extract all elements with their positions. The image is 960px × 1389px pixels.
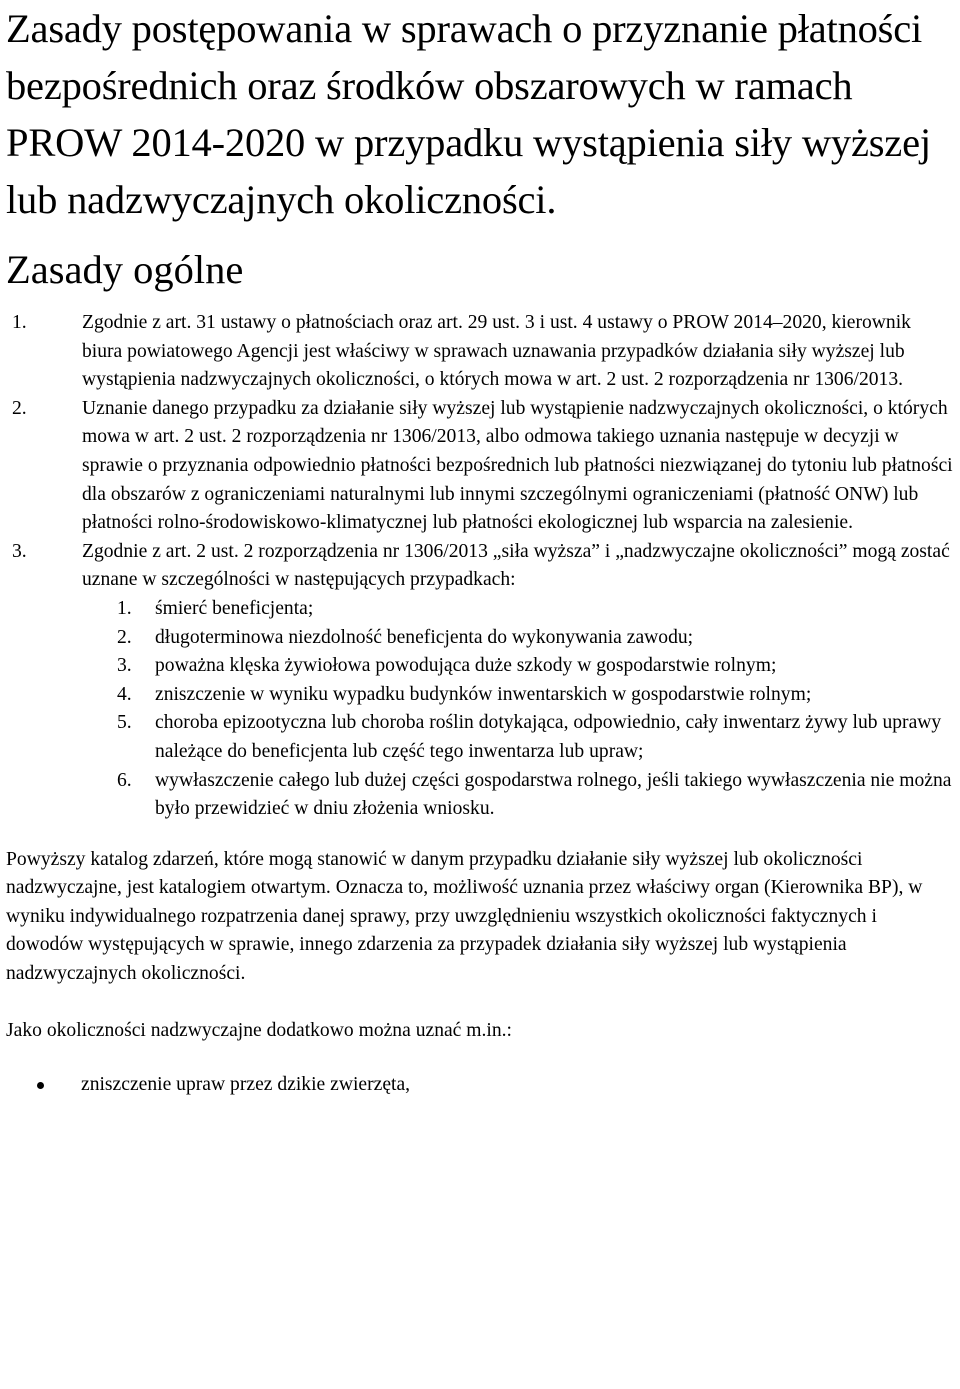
sub-list-item-text: zniszczenie w wyniku wypadku budynków inwentarskich w gospodarstwie rolnym;: [155, 683, 812, 705]
paragraph-open-catalog: Powyższy katalog zdarzeń, które mogą stanowić w danym przypadku działanie siły wyższej lub okoliczności nadzwyczajne, jest katalogiem otwartym. Oznacza to, możliwość uznania przez właściwy organ (Kierownika BP), w wyniku indywidualnego rozpatrzenia danej sprawy, przy uwzględnieniu wszystkich okoliczności faktycznych i dowodów występujących w sprawie, innego zdarzenia za przypadek działania siły wyższej lub wystąpienia nadzwyczajnych okoliczności.: [6, 848, 923, 985]
bullet-item: [81, 1071, 960, 1100]
main-numbered-list: [6, 309, 960, 824]
sub-list-item: [117, 595, 956, 624]
section-heading: Zasady ogólne: [6, 247, 244, 292]
sub-list-item-text: śmierć beneficjenta;: [155, 597, 314, 619]
sub-list-item-number: 1.: [117, 597, 132, 619]
sub-list-item-text: wywłaszczenie całego lub dużej części gospodarstwa rolnego, jeśli takiego wywłaszczenia nie można było przewidzieć w dniu złożenia wniosku.: [155, 769, 952, 820]
list-item: [12, 395, 960, 538]
sub-list-item-number: 5.: [117, 712, 132, 734]
sub-numbered-list: [82, 595, 956, 824]
sub-list-item-number: 3.: [117, 655, 132, 677]
list-item-text: Zgodnie z art. 2 ust. 2 rozporządzenia nr 1306/2013 „siła wyższa” i „nadzwyczajne okoliczności” mogą zostać uznane w szczególności w następujących przypadkach:: [82, 540, 950, 591]
bullet-list: [6, 1071, 960, 1100]
list-item: [12, 538, 960, 824]
list-item-number: 2.: [12, 397, 27, 419]
sub-list-item: [117, 709, 956, 766]
sub-list-item-text: poważna klęska żywiołowa powodująca duże szkody w gospodarstwie rolnym;: [155, 655, 777, 677]
bullet-dot-icon: [37, 1082, 44, 1089]
bullet-item-text: zniszczenie upraw przez dzikie zwierzęta,: [81, 1074, 411, 1096]
sub-list-item-text: długoterminowa niezdolność beneficjenta do wykonywania zawodu;: [155, 626, 694, 648]
sub-list-item-number: 2.: [117, 626, 132, 648]
list-item: [12, 309, 960, 395]
sub-list-item-number: 6.: [117, 769, 132, 791]
sub-list-item: [117, 652, 956, 681]
sub-list-item: [117, 767, 956, 824]
list-item-number: 3.: [12, 540, 27, 562]
sub-list-item: [117, 624, 956, 653]
sub-list-item: [117, 681, 956, 710]
list-item-number: 1.: [12, 312, 27, 333]
sub-list-item-number: 4.: [117, 683, 132, 705]
document-title: Zasady postępowania w sprawach o przyznanie płatności bezpośrednich oraz środków obszarowych w ramach PROW 2014-2020 w przypadku wystąpienia siły wyższej lub nadzwyczajnych okoliczności.: [6, 6, 931, 222]
paragraph-additional-circumstances: Jako okoliczności nadzwyczajne dodatkowo można uznać m.in.:: [6, 1019, 513, 1041]
list-item-text: Uznanie danego przypadku za działanie siły wyższej lub wystąpienie nadzwyczajnych okoliczności, o których mowa w art. 2 ust. 2 rozporządzenia nr 1306/2013, albo odmowa takiego uznania następuje w decyzji w sprawie o przyznania odpowiednio płatności bezpośrednich lub płatności niezwiązanej do tytoniu lub płatności dla obszarów z ograniczeniami naturalnymi lub innymi szczególnymi ograniczeniami (płatność ONW) lub płatności rolno-środowiskowo-klimatycznej lub płatności ekologicznej lub wsparcia na zalesienie.: [82, 397, 953, 534]
sub-list-item-text: choroba epizootyczna lub choroba roślin dotykająca, odpowiednio, cały inwentarz żywy lub uprawy należące do beneficjenta lub część tego inwentarza lub upraw;: [155, 712, 942, 762]
list-item-text: Zgodnie z art. 31 ustawy o płatnościach oraz art. 29 ust. 3 i ust. 4 ustawy o PROW 2014–2020, kierownik biura powiatowego Agencji jest właściwy w sprawach uznawania przypadków działania siły wyższej lub wystąpienia nadzwyczajnych okoliczności, o których mowa w art. 2 ust. 2 rozporządzenia nr 1306/2013.: [82, 312, 911, 391]
